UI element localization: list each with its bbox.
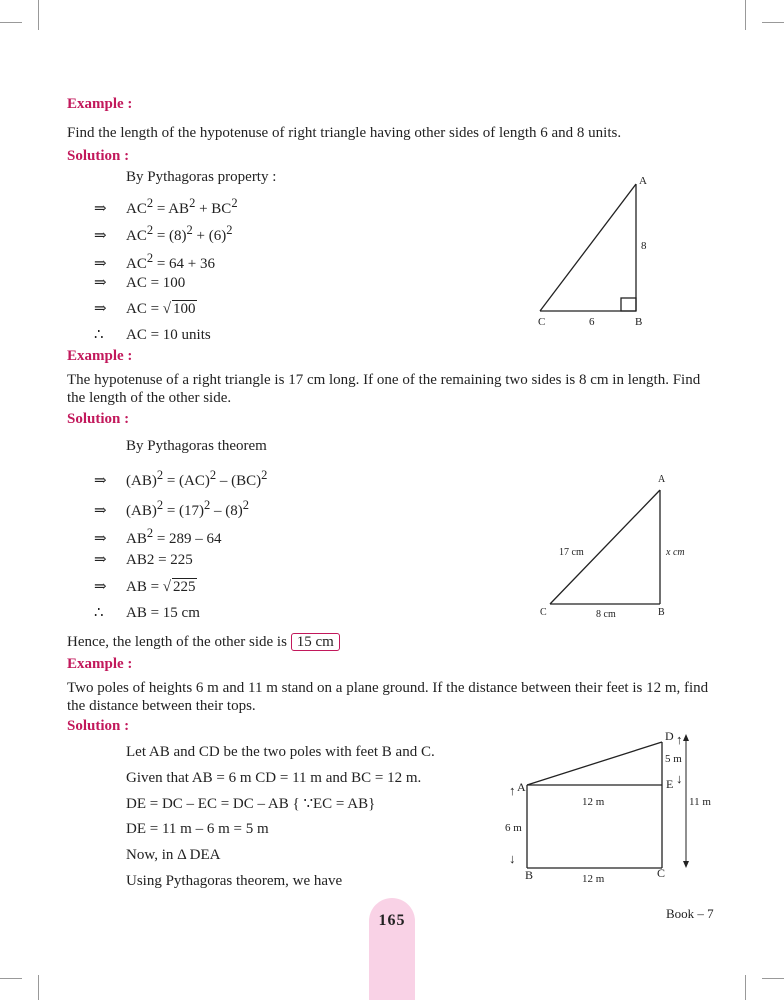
- solution-line: Using Pythagoras theorem, we have: [126, 873, 343, 889]
- arrow-up-icon: [683, 734, 689, 741]
- arrow-down-icon: ↓: [509, 851, 516, 866]
- solution-step: ⇒ (AB)$^2$ = (AC)$^2$ – (BC)$^2$: [94, 468, 268, 489]
- implies-symbol: ⇒: [94, 301, 107, 317]
- side-label-ae: 12 m: [582, 796, 605, 808]
- conclusion: Hence, the length of the other side is 15 cm: [67, 633, 340, 651]
- vertex-label-b: B: [525, 868, 534, 882]
- solution-line: DE = DC – EC = DC – AB { ∵EC = AB}: [126, 796, 376, 812]
- arrow-up-icon: ↑: [509, 783, 516, 798]
- implies-symbol: ⇒: [94, 531, 107, 547]
- implies-symbol: ⇒: [94, 275, 107, 291]
- solution-step: ∴ AC = 10 units: [94, 327, 211, 343]
- vertex-label-a: A: [517, 780, 526, 794]
- vertex-label-c: C: [540, 607, 547, 618]
- solution-step: ⇒ $AC^2 = AB^2 + BC^2$: [94, 196, 238, 217]
- solution-line: Let AB and CD be the two poles with feet B and C.: [126, 744, 435, 760]
- crop-mark: [0, 22, 22, 23]
- vertex-label-b: B: [635, 316, 643, 328]
- therefore-symbol: ∴: [94, 327, 104, 343]
- side-label-ab: 8: [641, 240, 647, 252]
- example-problem: Two poles of heights 6 m and 11 m stand on a plane ground. If the distance between their feet is 12 m, find the distance between their tops.: [67, 680, 709, 714]
- crop-mark: [745, 0, 746, 30]
- right-angle-mark: [621, 298, 636, 311]
- line-ad: [527, 742, 662, 785]
- example-problem: The hypotenuse of a right triangle is 17 cm long. If one of the remaining two sides is 8 cm in length. Find the length of the other side.: [67, 372, 701, 406]
- implies-symbol: ⇒: [94, 256, 107, 272]
- solution-intro: By Pythagoras theorem: [126, 438, 267, 454]
- solution-intro: By Pythagoras property :: [126, 169, 277, 185]
- example-problem: Find the length of the hypotenuse of right triangle having other sides of length 6 and 8 units.: [67, 125, 622, 141]
- solution-step: ⇒ $AC^2 = 64 + 36$: [94, 251, 216, 272]
- solution-heading: Solution :: [67, 148, 130, 164]
- crop-mark: [745, 975, 746, 1000]
- side-label-cb: 8 cm: [596, 609, 616, 620]
- side-label-de: 5 m: [665, 753, 682, 765]
- vertex-label-c: C: [657, 866, 666, 880]
- solution-step: ⇒ $AB^2 = 289 - 64$: [94, 526, 222, 547]
- crop-mark: [38, 975, 39, 1000]
- vertex-label-b: B: [658, 607, 665, 618]
- solution-step: ⇒ AC = 100: [94, 275, 186, 291]
- page-number: 165: [378, 912, 406, 929]
- vertex-label-e: E: [666, 777, 674, 791]
- side-label-hypotenuse: 17 cm: [559, 547, 584, 558]
- implies-symbol: ⇒: [94, 201, 107, 217]
- vertex-label-d: D: [665, 729, 674, 743]
- triangle-figure-2: [530, 470, 690, 622]
- crop-mark: [762, 978, 784, 979]
- implies-symbol: ⇒: [94, 503, 107, 519]
- solution-heading: Solution :: [67, 411, 130, 427]
- implies-symbol: ⇒: [94, 228, 107, 244]
- solution-step: ⇒ AB2 = 225: [94, 552, 193, 568]
- book-label: Book – 7: [666, 906, 714, 921]
- implies-symbol: ⇒: [94, 552, 107, 568]
- solution-heading: Solution :: [67, 718, 130, 734]
- radicand: 225: [173, 579, 196, 595]
- side-label-dc: 11 m: [689, 796, 711, 808]
- implies-symbol: ⇒: [94, 579, 107, 595]
- example-heading: Example :: [67, 348, 133, 364]
- implies-symbol: ⇒: [94, 473, 107, 489]
- side-label-ab: x cm: [666, 547, 685, 558]
- arrow-down-icon: ↓: [676, 771, 683, 786]
- vertex-label-c: C: [538, 316, 546, 328]
- example-heading: Example :: [67, 656, 133, 672]
- vertex-label-a: A: [639, 175, 647, 187]
- side-label-ab: 6 m: [505, 822, 522, 834]
- solution-step: ⇒ $(AB)^2 = (17)^2 - (8)^2$: [94, 498, 250, 519]
- solution-step: ∴ AB = 15 cm: [94, 605, 200, 621]
- side-label-bc: 12 m: [582, 873, 605, 885]
- arrow-down-icon: [683, 861, 689, 868]
- triangle-figure-1: [520, 170, 670, 330]
- answer-box: 15 cm: [291, 633, 340, 651]
- solution-step: ⇒ $AC^2 = (8)^2 + (6)^2$: [94, 223, 233, 244]
- crop-mark: [762, 22, 784, 23]
- solution-line: DE = 11 m – 6 m = 5 m: [126, 821, 269, 837]
- example-heading: Example :: [67, 96, 133, 112]
- crop-mark: [0, 978, 22, 979]
- solution-line: Now, in Δ DEA: [126, 847, 221, 863]
- vertex-label-a: A: [658, 474, 666, 485]
- radicand: 100: [173, 301, 196, 317]
- crop-mark: [38, 0, 39, 30]
- solution-step: ⇒ AB = √ 225: [94, 579, 196, 595]
- arrow-up-icon: ↑: [676, 732, 683, 747]
- solution-step: ⇒ AC = √ 100: [94, 301, 196, 317]
- solution-line: Given that AB = 6 m CD = 11 m and BC = 12 m.: [126, 770, 422, 786]
- therefore-symbol: ∴: [94, 605, 104, 621]
- side-label-cb: 6: [589, 316, 595, 328]
- side-ac: [540, 184, 636, 311]
- poles-figure: [500, 725, 730, 890]
